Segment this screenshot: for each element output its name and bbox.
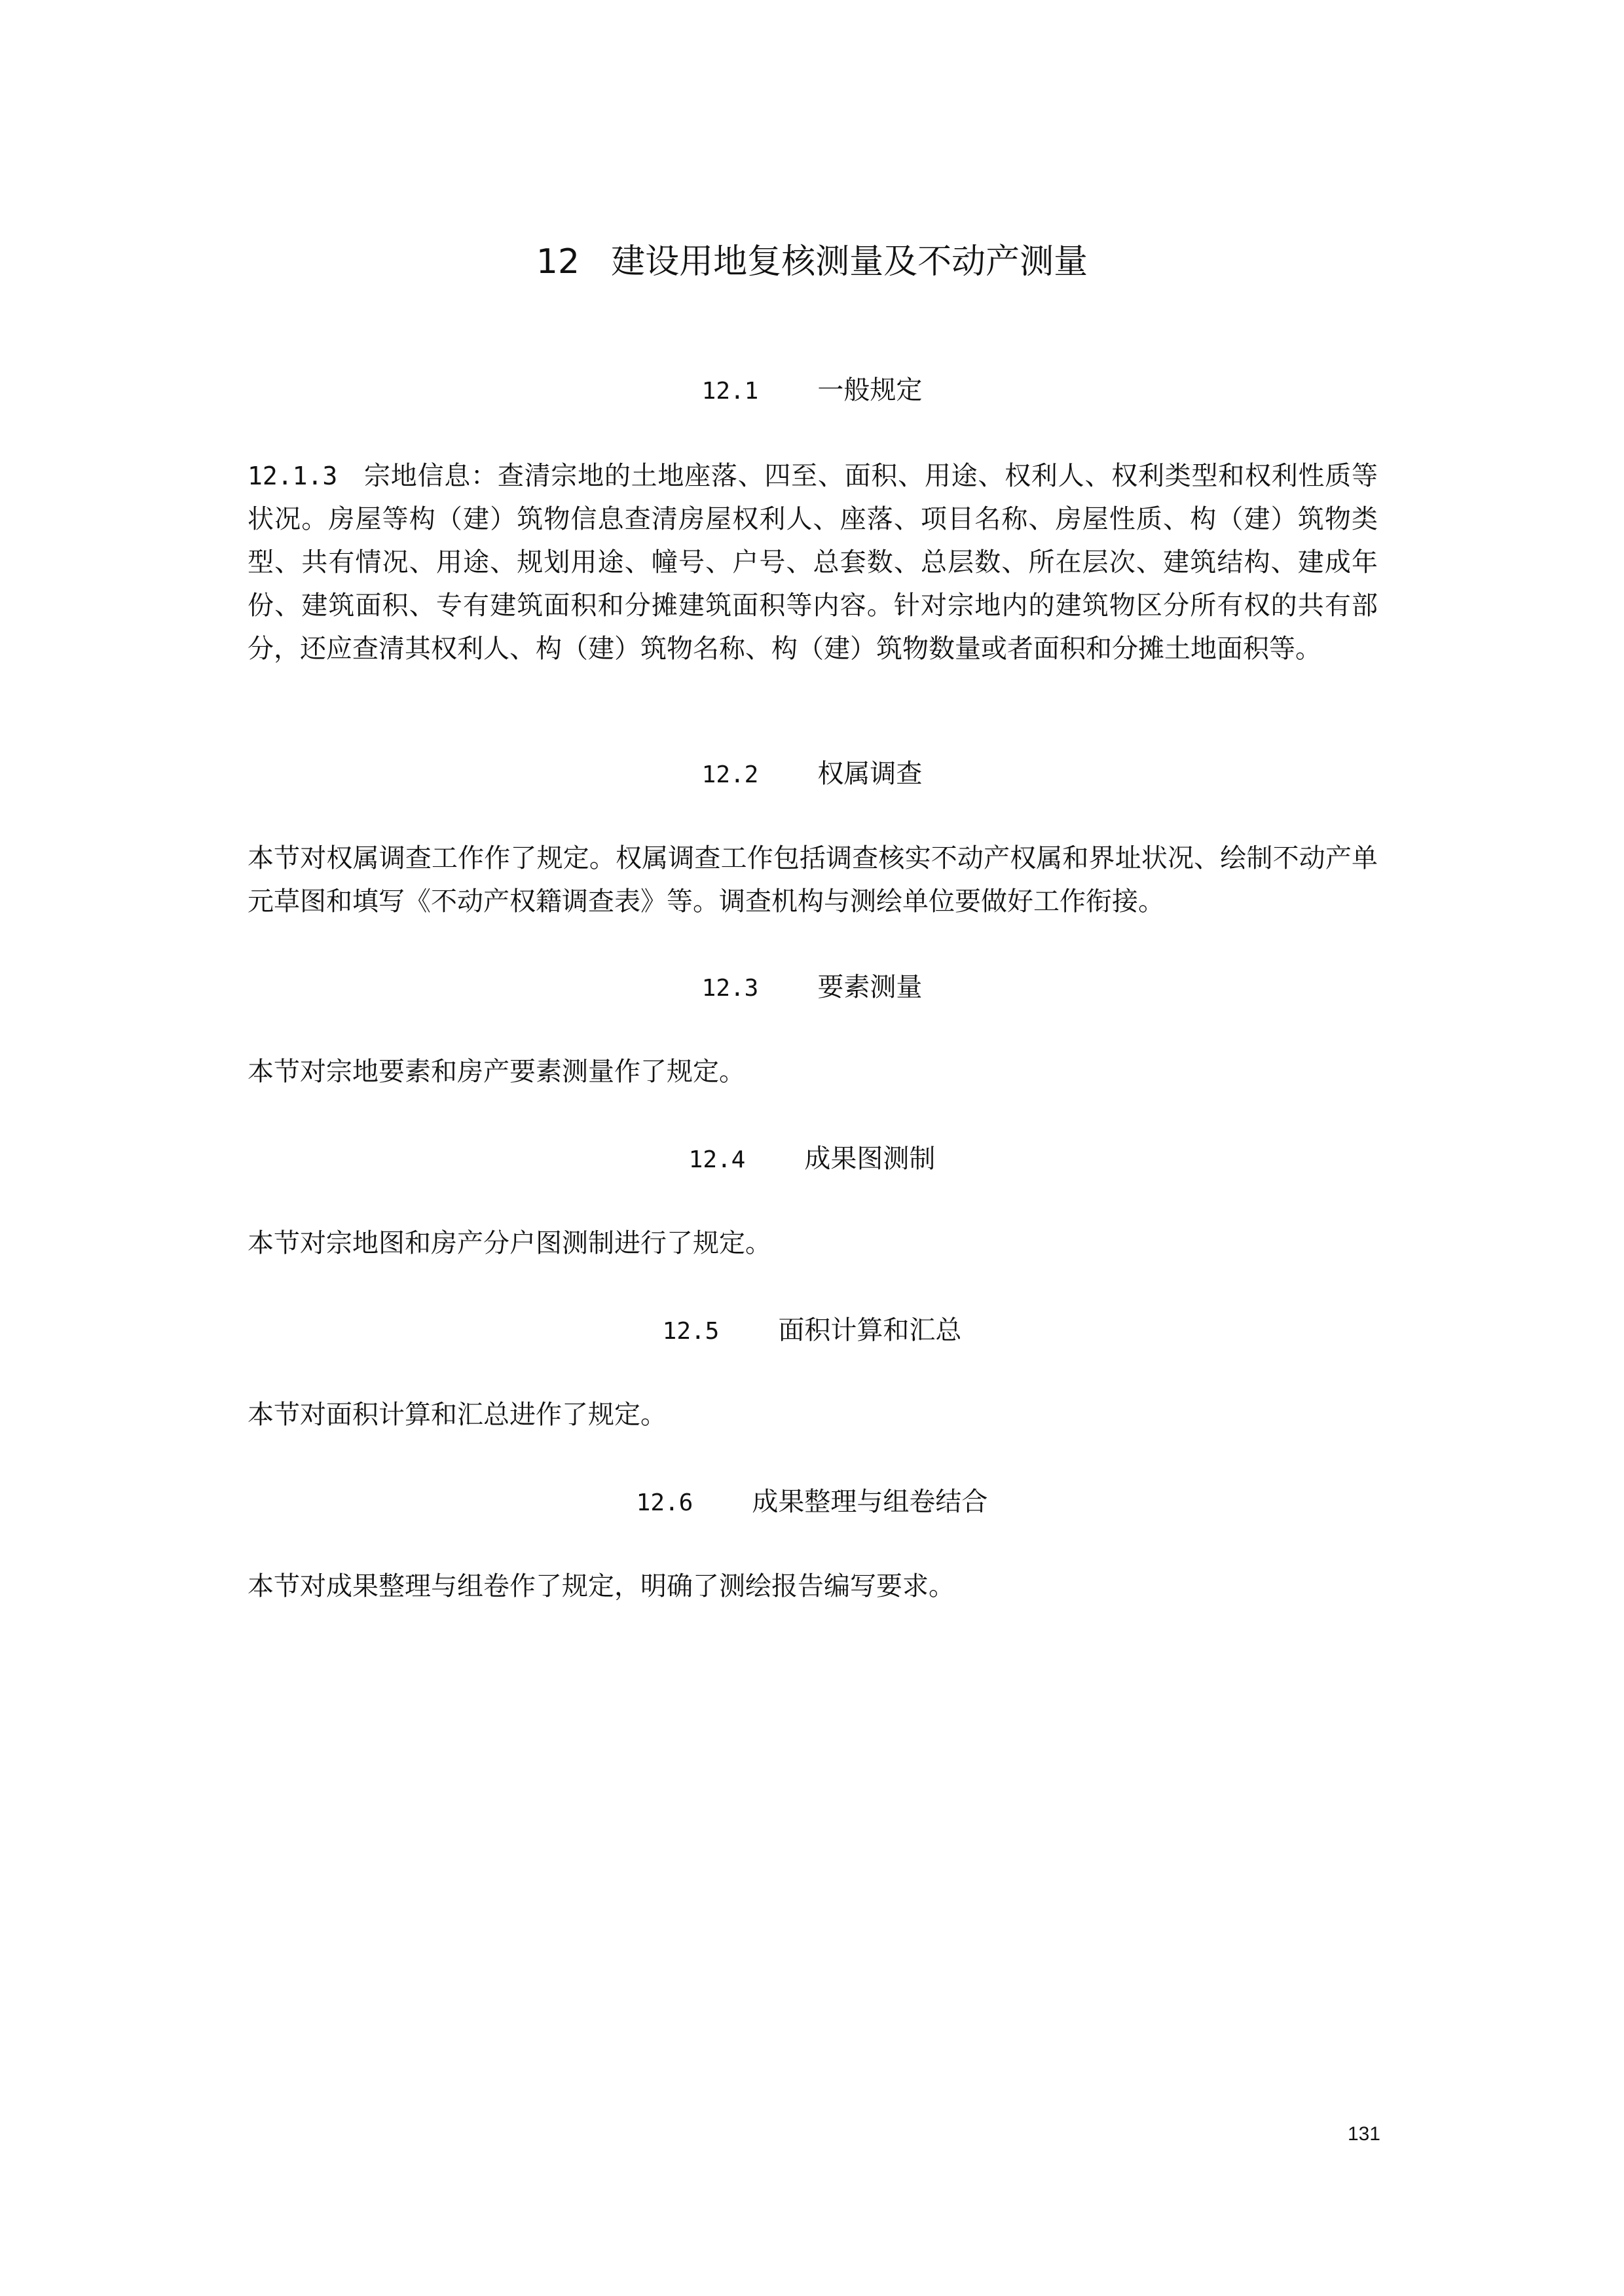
section-heading-12-4 <box>0 1139 1624 1180</box>
section-title: 要素测量 <box>817 972 923 1002</box>
section-number: 12.4 <box>688 1146 746 1173</box>
section-heading-12-3 <box>0 968 1624 1008</box>
section-number: 12.3 <box>701 975 759 1002</box>
page-number: 131 <box>1347 2123 1380 2145</box>
chapter-number: 12 <box>536 242 580 282</box>
section-title: 权属调查 <box>817 759 923 789</box>
section-paragraph-12-3: 本节对宗地要素和房产要素测量作了规定。 <box>248 1057 745 1087</box>
section-heading-12-5 <box>0 1311 1624 1351</box>
section-heading-12-6 <box>0 1482 1624 1523</box>
section-paragraph-12-4: 本节对宗地图和房产分户图测制进行了规定。 <box>248 1228 771 1258</box>
section-paragraph-12-5: 本节对面积计算和汇总进作了规定。 <box>248 1400 667 1430</box>
section-number: 12.6 <box>636 1489 693 1516</box>
section-number: 12.5 <box>662 1318 720 1345</box>
clause-text: 宗地信息：查清宗地的土地座落、四至、面积、用途、权利人、权利类型和权利性质等状况。房屋等构（建）筑物信息查清房屋权利人、座落、项目名称、房屋性质、构（建）筑物类型、共有情况、用途、规划用途、幢号、户号、总套数、总层数、所在层次、建筑结构、建成年份、建筑面积、专有建筑面积和分摊建筑面积等内容。针对宗地内的建筑物区分所有权的共有部分，还应查清其权利人、构（建）筑物名称、构（建）筑物数量或者面积和分摊土地面积等。 <box>248 461 1378 664</box>
section-title: 面积计算和汇总 <box>778 1315 962 1345</box>
chapter-title <box>0 236 1624 288</box>
section-heading-12-1 <box>0 371 1624 411</box>
section-paragraph-12-2: 本节对权属调查工作作了规定。权属调查工作包括调查核实不动产权属和界址状况、绘制不动产单元草图和填写《不动产权籍调查表》等。调查机构与测绘单位要做好工作衔接。 <box>248 843 1378 917</box>
section-title: 成果图测制 <box>804 1144 936 1174</box>
section-number: 12.1 <box>701 378 759 405</box>
clause-number: 12.1.3 <box>248 462 338 490</box>
section-number: 12.2 <box>701 761 759 788</box>
chapter-title-text: 建设用地复核测量及不动产测量 <box>611 242 1088 282</box>
section-title: 成果整理与组卷结合 <box>752 1487 988 1517</box>
section-paragraph-12-1 <box>248 454 1378 670</box>
section-paragraph-12-6: 本节对成果整理与组卷作了规定，明确了测绘报告编写要求。 <box>248 1571 955 1601</box>
section-heading-12-2 <box>0 754 1624 795</box>
section-title: 一般规定 <box>817 375 923 405</box>
